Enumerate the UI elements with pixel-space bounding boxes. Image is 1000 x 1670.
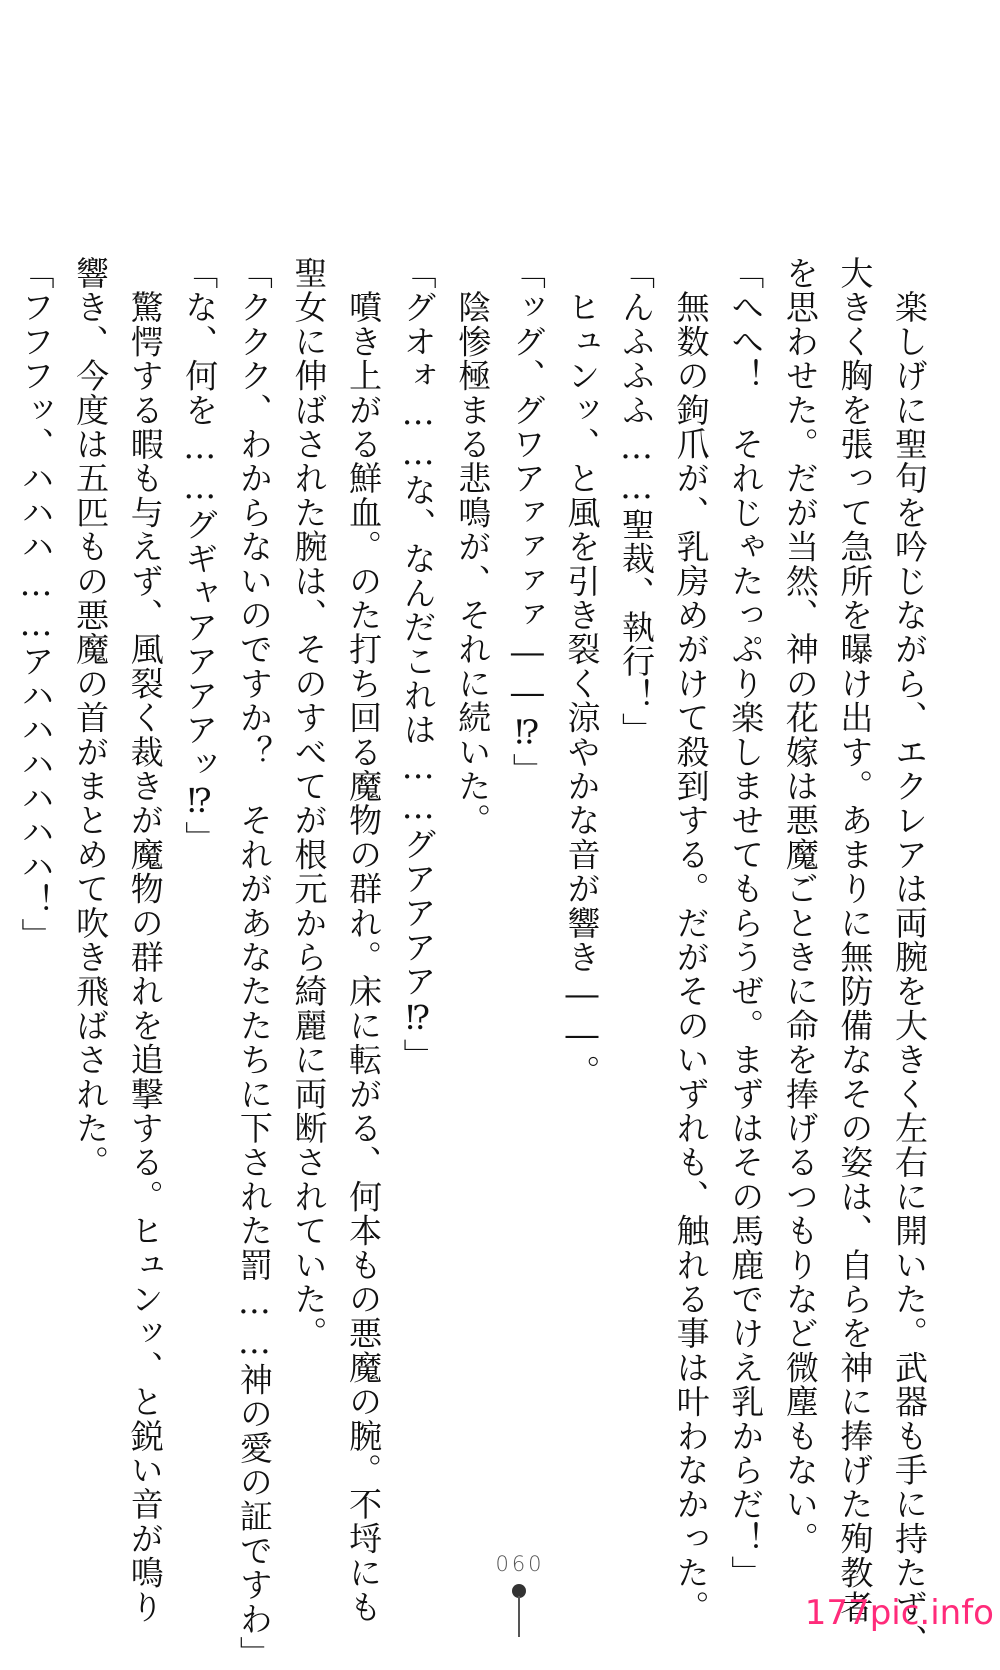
text-line [0,256,8,1356]
page-number: 060 [495,1552,545,1576]
page-marker [509,1584,529,1637]
watermark: 177pic.info [804,1593,994,1633]
text-line: 響き、今度は五匹もの悪魔の首がまとめて吹き飛ばされた。 [71,256,111,1180]
text-line: を思わせた。だが当然、神の花嫁は悪魔ごときに命を捧げるつもりなど微塵もない。 [780,256,820,1556]
text-line: 「んふふふ……聖裁、執行！」 [617,256,657,747]
text-line: 「フフフッ、ハハハ……アハハハハハハ！」 [16,256,56,952]
text-line: 「ッグ、グワアァァァァ――⁉」 [507,256,547,787]
text-line: 噴き上がる鮮血。のた打ち回る魔物の群れ。床に転がる、何本もの悪魔の腕。不埒にも [344,256,384,1625]
text-line: 楽しげに聖句を吟じながら、エクレアは両腕を大きく左右に開いた。武器も手に持たず、 [890,256,929,1659]
text-line: 「ククク、わからないのですか？ それがあなたたちに下された罰……神の愛の証ですわ」 [234,256,274,1670]
text-line: 「へへ！ それじゃたっぷり楽しませてもらうぜ。まずはその馬鹿でけえ乳からだ！」 [726,256,766,1590]
text-line: 「グオォ……な、なんだこれは……グアアアア⁉」 [398,256,438,1073]
marker-line [518,1596,520,1637]
text-line: 無数の鉤爪が、乳房めがけて殺到する。だがそのいずれも、触れる事は叶わなかった。 [671,256,711,1624]
text-line: ヒュンッ、と風を引き裂く涼やかな音が響き――。 [562,256,602,1089]
text-line: 「な、何を……グギャアアアアッ⁉」 [180,256,220,856]
text-line: 陰惨極まる悲鳴が、それに続いた。 [453,256,493,838]
text-line: 驚愕する暇も与えず、風裂く裁きが魔物の群れを追撃する。ヒュンッ、と鋭い音が鳴り [125,256,165,1624]
text-line: 聖女に伸ばされた腕は、そのすべてが根元から綺麗に両断されていた。 [289,256,329,1351]
text-line: 大きく胸を張って急所を曝け出す。あまりに無防備なその姿は、自らを神に捧げた殉教者 [835,256,875,1624]
